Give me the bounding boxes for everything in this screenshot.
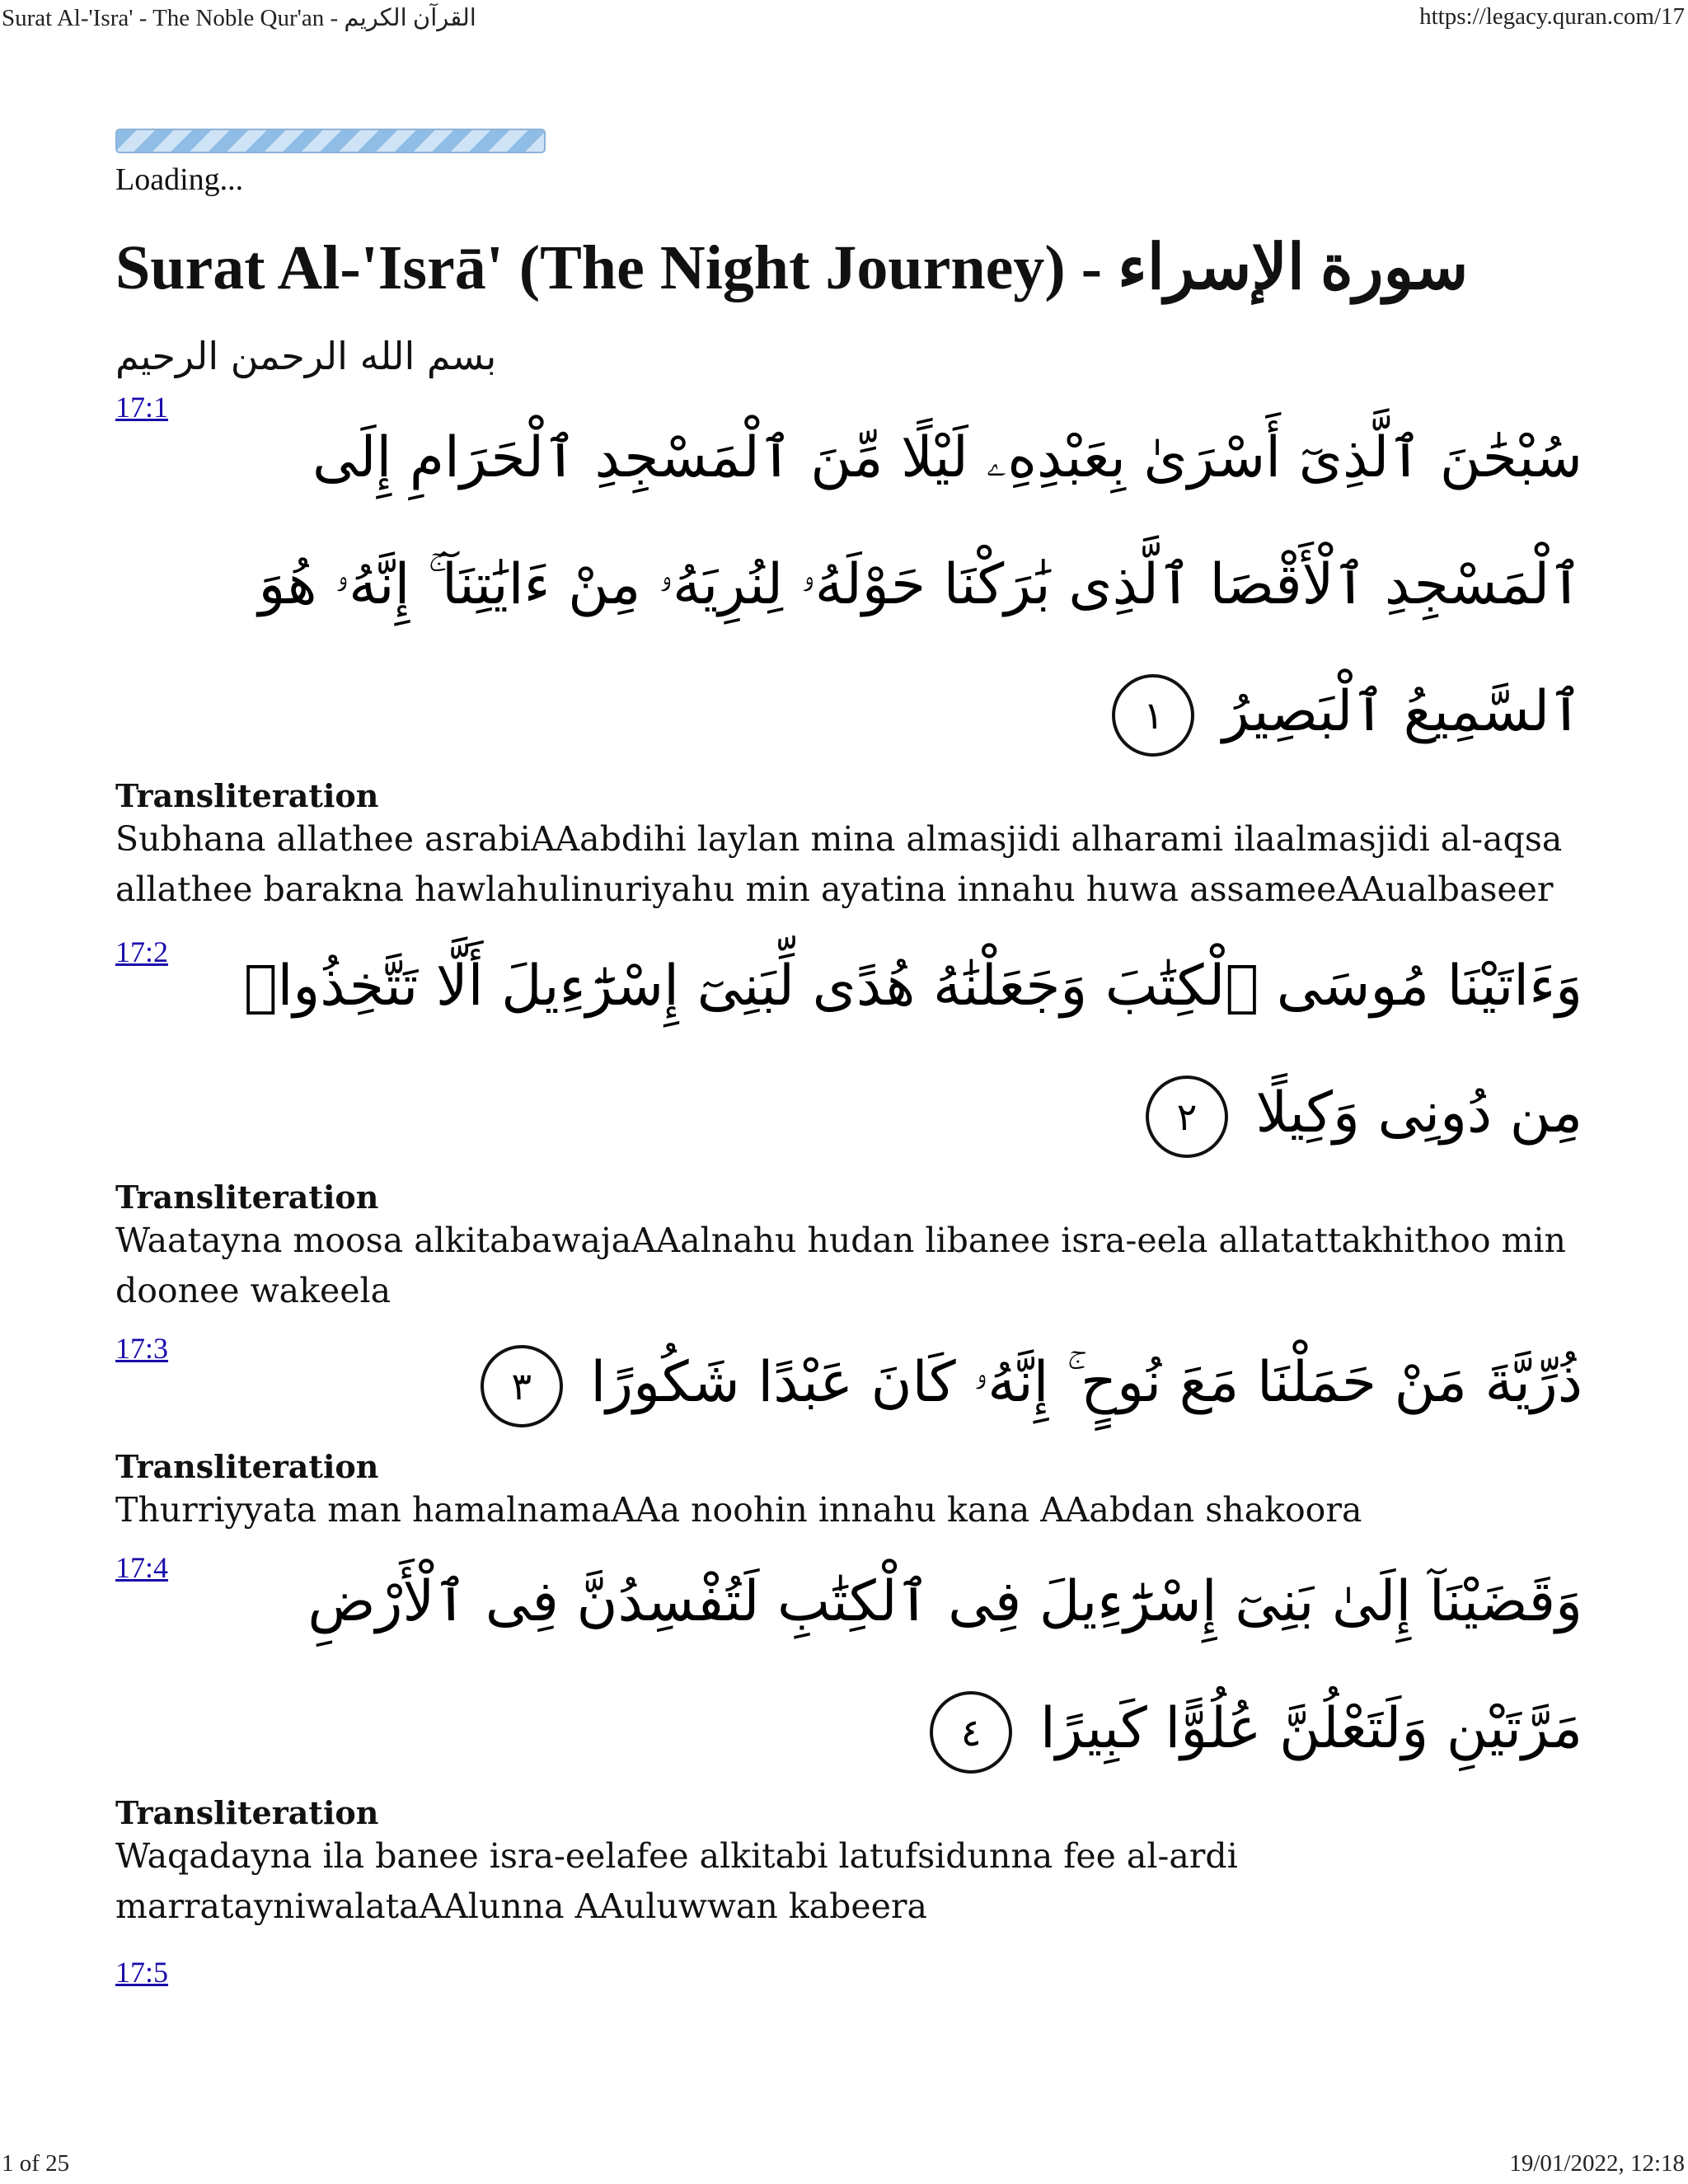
arabic-text: سُبْحَٰنَ ٱلَّذِىٓ أَسْرَىٰ بِعَبْدِهِۦ لَيْلًا مِّنَ ٱلْمَسْجِدِ ٱلْحَرَامِ إِلَى ٱلْمَسْجِدِ ٱلْأَقْصَا ٱلَّذِى بَٰرَكْنَا حَوْلَهُۥ لِنُرِيَهُۥ مِنْ ءَايَٰتِنَآ ۚ إِنَّهُۥ هُوَ ٱلسَّمِيعُ ٱلْبَصِيرُ (258, 425, 1582, 745)
transliteration-label: Transliteration (115, 1448, 379, 1486)
print-datetime: 19/01/2022, 12:18 (1509, 2150, 1685, 2177)
transliteration-text: Subhana allathee asrabiAAabdihi laylan mina almasjidi alharami ilaalmasjidi al-aqsa allathee barakna hawlahulinuriyahu min ayatina innahu huwa assameeAAualbaseer (115, 819, 1563, 910)
ayah-end-marker-icon: ٤ (930, 1691, 1012, 1774)
verse-link[interactable]: 17:4 (115, 1551, 169, 1585)
basmala: بسم الله الرحمن الرحيم (115, 334, 497, 379)
verse-17-5 (115, 1935, 1582, 1990)
transliteration-label: Transliteration (115, 1179, 379, 1216)
transliteration-label: Transliteration (115, 777, 379, 815)
verse-17-2 (115, 923, 1582, 1177)
verse-17-3 (115, 1319, 1582, 1446)
arabic-text: ذُرِّيَّةَ مَنْ حَمَلْنَا مَعَ نُوحٍ ۚ إِنَّهُۥ كَانَ عَبْدًا شَكُورًا (590, 1350, 1582, 1416)
verse-17-1 (115, 378, 1582, 776)
surah-heading: Surat Al-'Isrā' (The Night Journey) - سورة الإسراء (115, 233, 1469, 302)
loading-progress-bar (115, 129, 546, 153)
arabic-verse-text (239, 378, 1582, 776)
transliteration-label: Transliteration (115, 1794, 379, 1832)
arabic-text: وَءَاتَيْنَا مُوسَى ٱلْكِتَٰبَ وَجَعَلْنَٰهُ هُدًى لِّبَنِىٓ إِسْرَٰٓءِيلَ أَلَّا تَتَّخِذُوا۟ مِن دُونِى وَكِيلًا (243, 954, 1582, 1146)
ayah-end-marker-icon: ١ (1112, 674, 1194, 757)
transliteration-text: Waatayna moosa alkitabawajaAAalnahu hudan libanee isra-eela allatattakhithoo min doonee wakeela (115, 1221, 1566, 1311)
transliteration-text: Waqadayna ila banee isra-eelafee alkitabi latufsidunna fee al-ardi marratayniwalataAAlunna AAuluwwan kabeera (115, 1836, 1238, 1927)
verse-link[interactable]: 17:2 (115, 935, 169, 969)
transliteration-text: Thurriyyata man hamalnamaAAa noohin innahu kana AAabdan shakoora (115, 1490, 1362, 1530)
arabic-verse-text (239, 923, 1582, 1177)
browser-page-url: https://legacy.quran.com/17 (1419, 3, 1685, 30)
ayah-end-marker-icon: ٢ (1146, 1076, 1228, 1158)
arabic-verse-text (239, 1319, 1582, 1446)
ayah-end-marker-icon: ٣ (481, 1345, 563, 1427)
browser-page-title: Surat Al-'Isra' - The Noble Qur'an - القرآن الكريم (2, 5, 476, 31)
verse-17-4 (115, 1539, 1582, 1793)
arabic-verse-text (239, 1539, 1582, 1793)
verse-link[interactable]: 17:5 (115, 1956, 169, 1990)
verse-link[interactable]: 17:3 (115, 1332, 169, 1366)
loading-text: Loading... (115, 162, 244, 197)
verse-link[interactable]: 17:1 (115, 391, 169, 424)
page-content (115, 115, 1582, 1990)
page-indicator: 1 of 25 (2, 2150, 70, 2177)
arabic-text: وَقَضَيْنَآ إِلَىٰ بَنِىٓ إِسْرَٰٓءِيلَ فِى ٱلْكِتَٰبِ لَتُفْسِدُنَّ فِى ٱلْأَرْضِ مَرَّتَيْنِ وَلَتَعْلُنَّ عُلُوًّا كَبِيرًا (307, 1569, 1582, 1762)
